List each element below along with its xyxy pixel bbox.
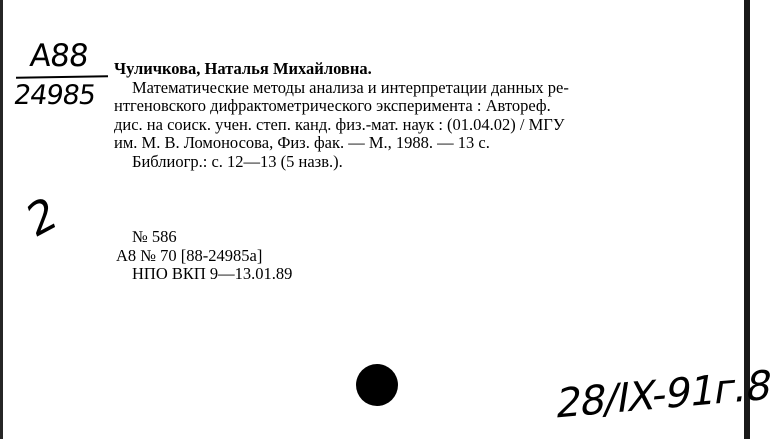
bibliography-note: Библиогр.: с. 12—13 (5 назв.). [132,151,343,171]
note-registry: НПО ВКП 9—13.01.89 [132,264,293,284]
handwritten-date-stamp: 28/IX-91г.8 [552,362,774,428]
author-heading: Чуличкова, Наталья Михайловна. [114,59,372,78]
entry-body [114,60,714,172]
note-code: А8 № 70 [88-24985а] [116,245,263,265]
margin-handwritten-mark: 2 [21,186,63,249]
left-edge-shadow [0,0,3,439]
title-line-3: дис. на соиск. учен. степ. канд. физ.-мат. наук : (01.04.02) / МГУ [114,114,565,134]
note-number: № 586 [132,227,177,246]
punch-hole [356,364,398,406]
shelfmark [10,38,110,118]
title-line-4: им. М. В. Ломоносова, Физ. фак. — М., 1988. — 13 с. [114,133,490,153]
shelfmark-top: А88 [28,38,90,74]
registration-notes [116,228,292,284]
title-line-2: нтгеновского дифрактометрического эксперимента : Автореф. [114,96,551,116]
shelfmark-bottom: 24985 [11,80,98,111]
shelfmark-divider [16,75,108,79]
title-line-1: Математические методы анализа и интерпретации данных ре- [132,77,569,97]
